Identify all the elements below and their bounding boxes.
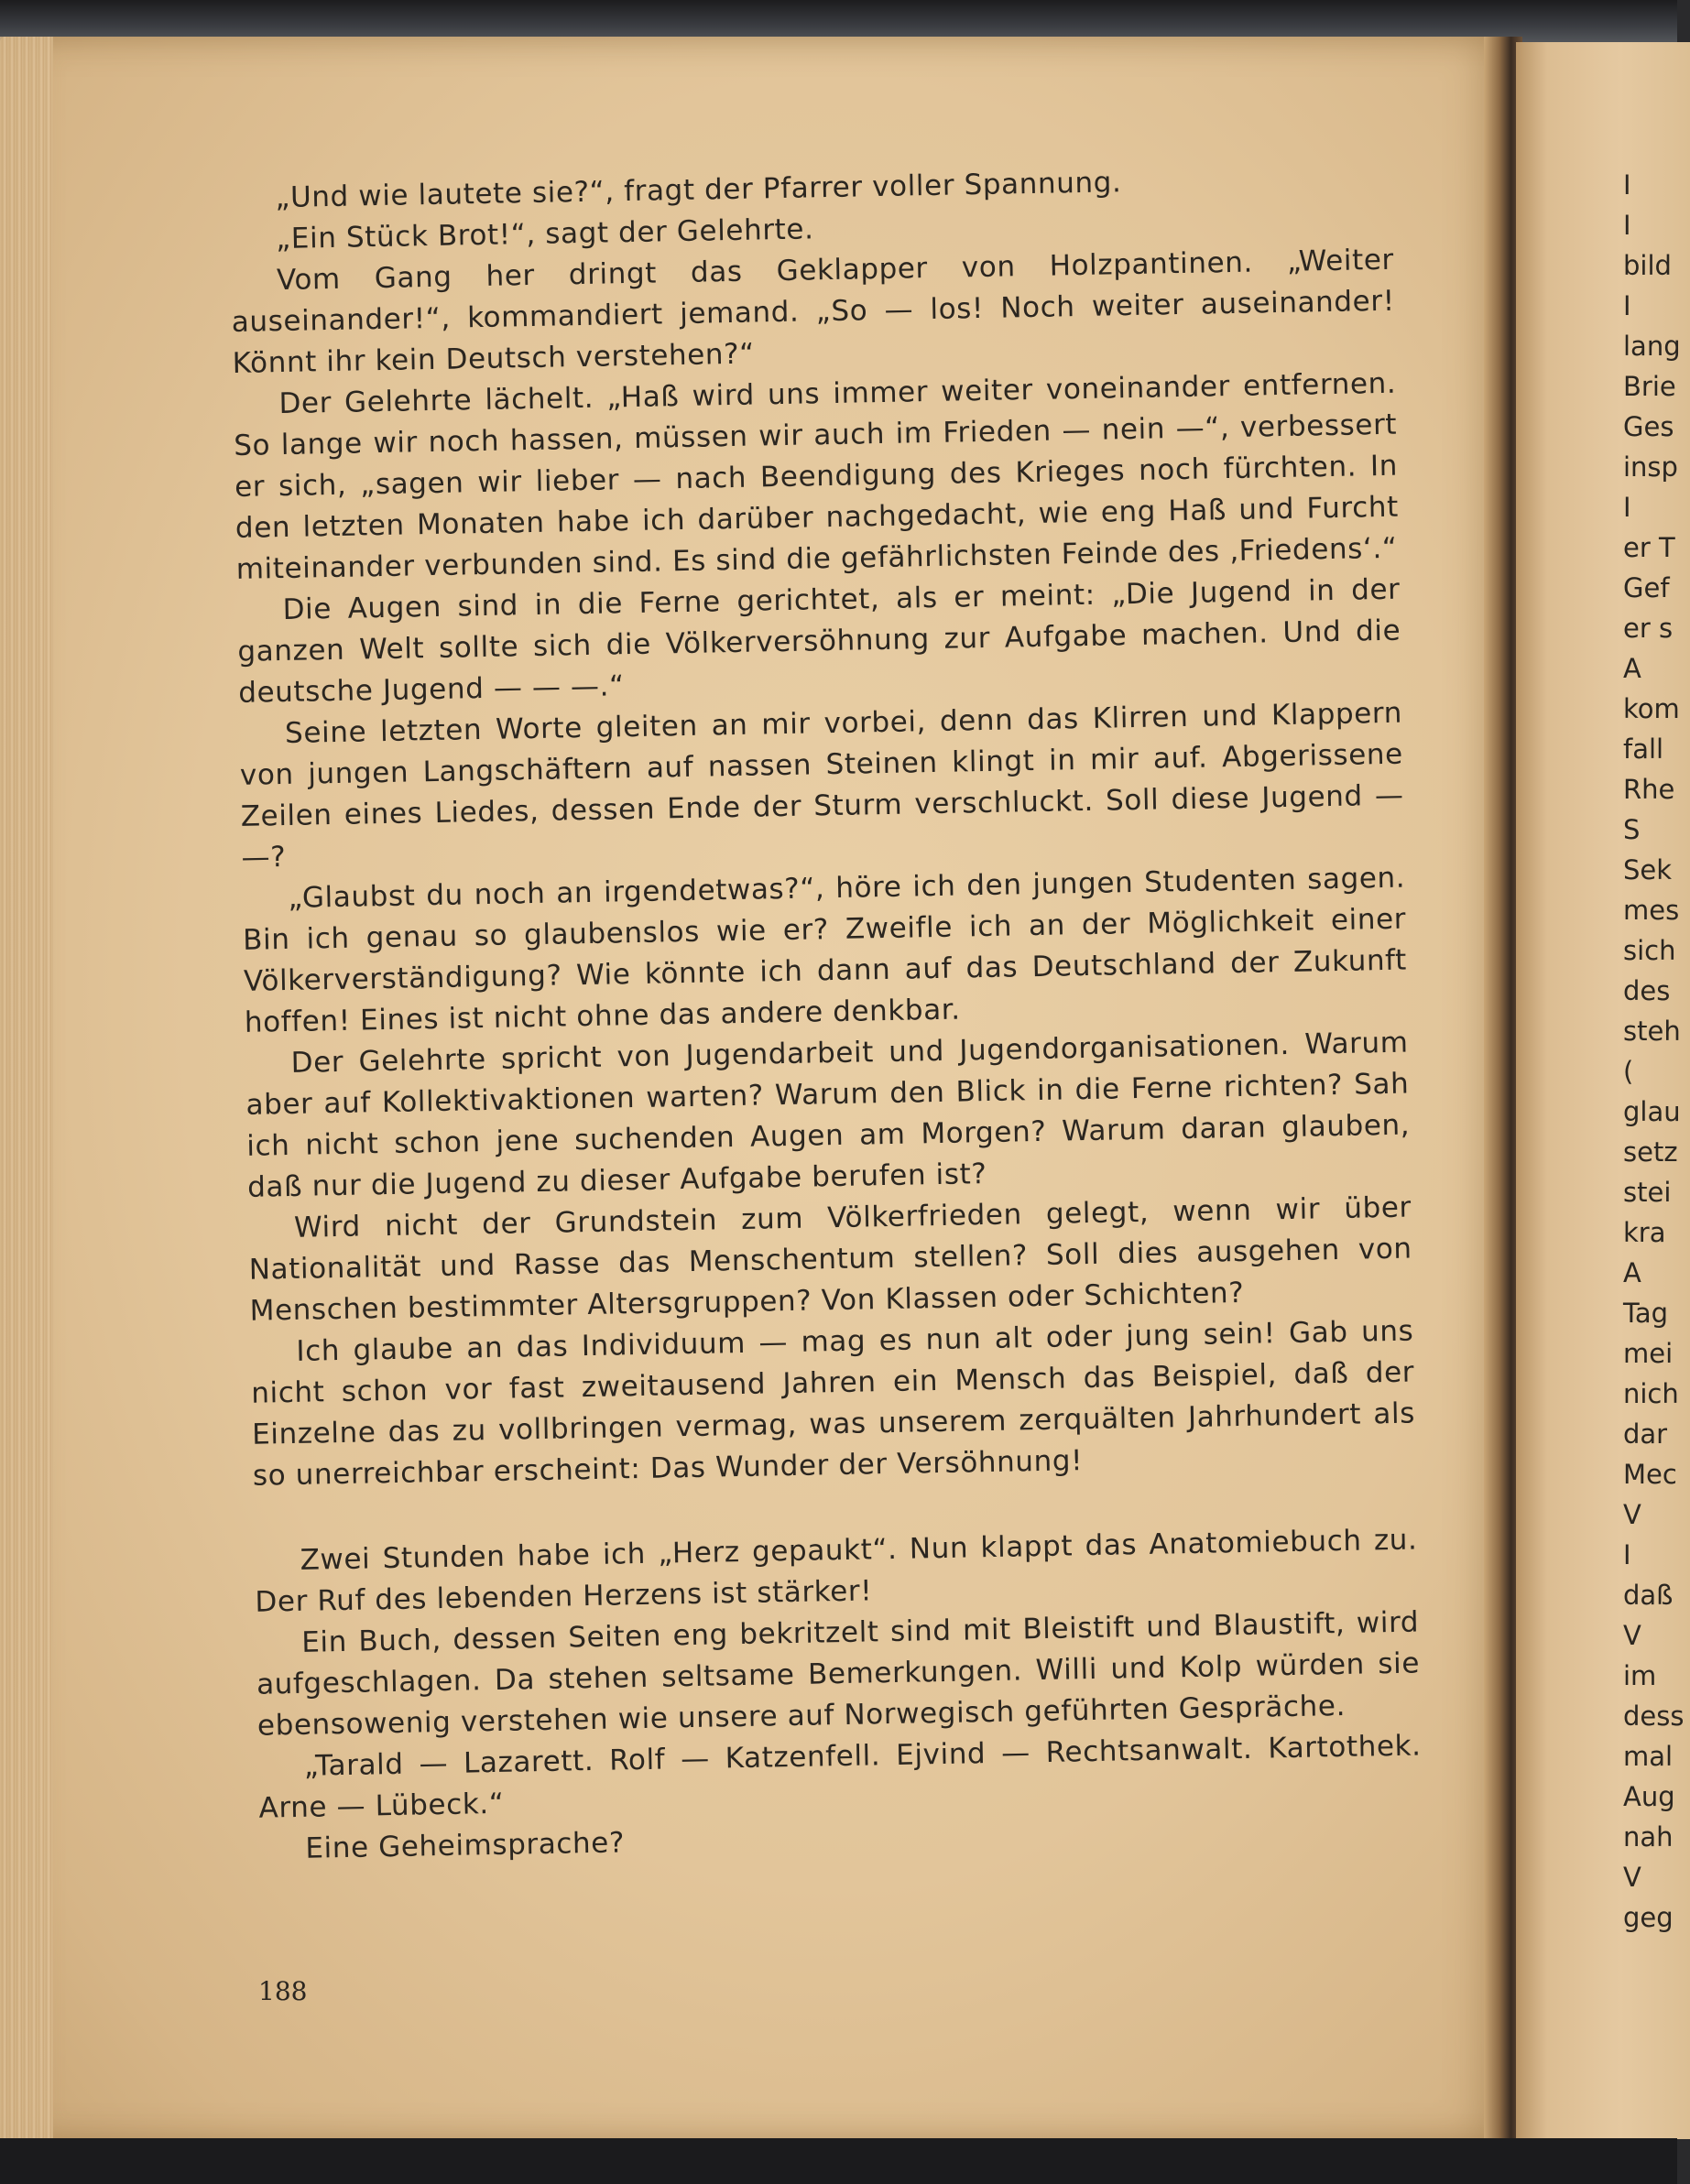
facing-line-fragment: insp	[1623, 451, 1678, 483]
paragraph: Zwei Stunden habe ich „Herz gepaukt“. Nun klappt das Anatomiebuch zu. Der Ruf des lebenden Herzens ist stärker!	[255, 1523, 1418, 1619]
paragraph: Vom Gang her dringt das Geklapper von Holzpantinen. „Weiter auseinander!“, kommandiert jemand. „So — los! Noch weiter auseinander! Könnt ihr kein Deutsch verstehen?“	[231, 243, 1395, 380]
facing-line-fragment: Brie	[1623, 371, 1676, 402]
facing-line-fragment: I	[1623, 492, 1631, 523]
background-bottom	[0, 2138, 1677, 2184]
facing-line-fragment: er T	[1623, 532, 1675, 563]
page-edges	[0, 37, 53, 2143]
paragraph: Ich glaube an das Individuum — mag es nun alt oder jung sein! Gab uns nicht schon vor fast zweitausend Jahren ein Mensch das Beispiel, daß der Einzelne das zu vollbringen vermag, was unserem zerquälten Jahrhundert als so unerreichbar erscheint: Das Wunder der Versöhnung!	[250, 1314, 1416, 1493]
facing-line-fragment: V	[1623, 1620, 1641, 1651]
facing-line-fragment: I	[1623, 1539, 1631, 1570]
facing-line-fragment: glau	[1623, 1096, 1681, 1127]
page-text	[229, 158, 1423, 1871]
paragraph: Die Augen sind in die Ferne gerichtet, als er meint: „Die Jugend in der ganzen Welt sollte sich die Völkerversöhnung zur Aufgabe machen. Und die deutsche Jugend — — —.“	[237, 572, 1401, 710]
facing-line-fragment: setz	[1623, 1136, 1678, 1168]
facing-line-fragment: dess	[1623, 1700, 1685, 1732]
facing-line-fragment: steh	[1623, 1016, 1681, 1047]
facing-line-fragment: nah	[1623, 1821, 1674, 1853]
facing-line-fragment: mei	[1623, 1338, 1674, 1369]
facing-line-fragment: fall	[1623, 733, 1664, 765]
facing-line-fragment: stei	[1623, 1177, 1672, 1208]
facing-line-fragment: des	[1623, 975, 1671, 1006]
facing-line-fragment: Tag	[1623, 1298, 1669, 1329]
facing-line-fragment: Gef	[1623, 572, 1670, 603]
facing-line-fragment: kra	[1623, 1217, 1666, 1248]
facing-line-fragment: nich	[1623, 1378, 1679, 1409]
facing-line-fragment: S	[1623, 814, 1641, 845]
facing-line-fragment: Sek	[1623, 854, 1673, 886]
paragraph: „Und wie lautete sie?“, fragt der Pfarrer voller Spannung.	[275, 166, 1122, 215]
paragraph: „Glaubst du noch an irgendetwas?“, höre ich den jungen Studenten sagen. Bin ich genau so glaubenslos wie er? Zweifle ich an der Möglichkeit einer Völkerverständigung? Wie könnte ich dann auf das Deutschland der Zukunft hoffen! Eines ist nicht ohne das andere denkbar.	[242, 861, 1408, 1039]
facing-line-fragment: kom	[1623, 693, 1680, 724]
facing-line-fragment: Ges	[1623, 411, 1674, 442]
facing-line-fragment: er s	[1623, 613, 1674, 644]
paragraph: Eine Geheimsprache?	[305, 1826, 626, 1865]
paragraph: Seine letzten Worte gleiten an mir vorbei, denn das Klirren und Klappern von jungen Langschäftern auf nassen Steinen klingt in mir auf. Abgerissene Zeilen eines Liedes, dessen Ende der Sturm verschluckt. Soll diese Jugend — —?	[239, 696, 1404, 875]
facing-line-fragment: mal	[1623, 1741, 1674, 1772]
facing-line-fragment: Mec	[1623, 1459, 1677, 1490]
facing-line-fragment: I	[1623, 210, 1631, 241]
facing-line-fragment: I	[1623, 169, 1631, 201]
facing-line-fragment: V	[1623, 1862, 1641, 1893]
facing-line-fragment: A	[1623, 1257, 1641, 1288]
facing-line-fragment: Rhe	[1623, 774, 1675, 805]
page-number: 188	[258, 1976, 308, 2006]
facing-line-fragment: mes	[1623, 895, 1680, 926]
facing-line-fragment: bild	[1623, 250, 1672, 281]
facing-line-fragment: A	[1623, 653, 1641, 684]
facing-line-fragment: (	[1623, 1056, 1634, 1087]
facing-line-fragment: V	[1623, 1499, 1641, 1530]
facing-line-fragment: I	[1623, 290, 1631, 321]
facing-line-fragment: daß	[1623, 1580, 1674, 1611]
facing-line-fragment: dar	[1623, 1418, 1668, 1450]
paragraph: Der Gelehrte lächelt. „Haß wird uns immer weiter voneinander entfernen. So lange wir noch hassen, müssen wir auch im Frieden — nein —“, verbessert er sich, „sagen wir lieber — nach Beendigung des Krieges noch fürchten. In den letzten Monaten habe ich darüber nachgedacht, wie eng Haß und Furcht miteinander verbunden sind. Es sind die gefährlichsten Feinde des ‚Friedens‘.“	[234, 366, 1400, 586]
paragraph: Ein Buch, dessen Seiten eng bekritzelt sind mit Bleistift und Blaustift, wird aufgeschlagen. Da stehen seltsame Bemerkungen. Willi und Kolp würden sie ebensowenig verstehen wie unsere auf Norwegisch geführten Gespräche.	[256, 1605, 1421, 1743]
facing-line-fragment: im	[1623, 1660, 1657, 1691]
facing-line-fragment: Aug	[1623, 1781, 1675, 1812]
paragraph: Wird nicht der Grundstein zum Völkerfrieden gelegt, wenn wir über Nationalität und Rasse das Menschentum stellen? Soll dies ausgehen von Menschen bestimmter Altersgruppen? Von Klassen oder Schichten?	[248, 1190, 1412, 1328]
facing-line-fragment: geg	[1623, 1902, 1674, 1933]
facing-line-fragment: lang	[1623, 331, 1681, 362]
paragraph: „Ein Stück Brot!“, sagt der Gelehrte.	[275, 212, 814, 256]
facing-page-text	[1623, 165, 1685, 1938]
paragraph: Der Gelehrte spricht von Jugendarbeit und Jugendorganisationen. Warum aber auf Kollektivaktionen warten? Warum den Blick in die Ferne richten? Sah ich nicht schon jene suchenden Augen am Morgen? Warum daran glauben, daß nur die Jugend zu dieser Aufgabe berufen ist?	[245, 1026, 1411, 1204]
paragraph: „Tarald — Lazarett. Rolf — Katzenfell. Ejvind — Rechtsanwalt. Kartothek. Arne — Lübeck.“	[258, 1729, 1422, 1825]
facing-line-fragment: sich	[1623, 935, 1676, 966]
